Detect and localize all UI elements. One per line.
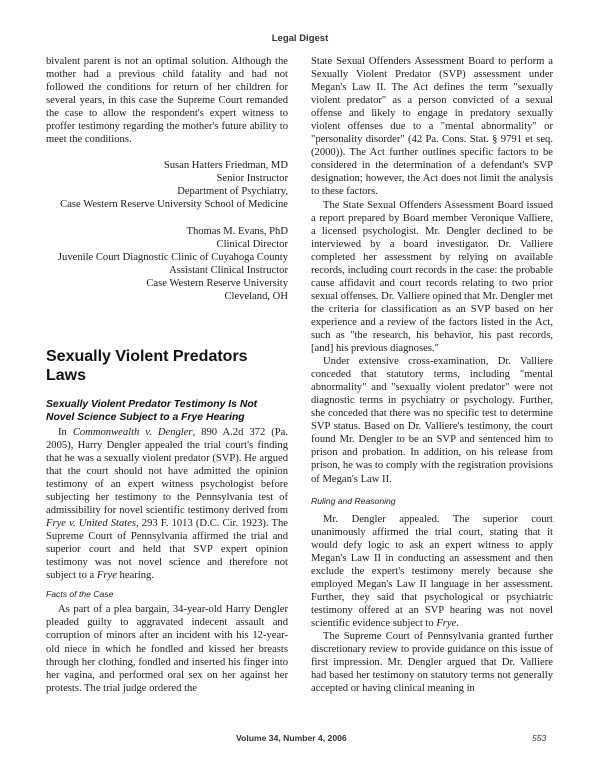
- author-signature-2: [46, 225, 288, 303]
- author-line: Department of Psychiatry,: [177, 186, 288, 198]
- author-line: Assistant Clinical Instructor: [169, 264, 288, 276]
- author-line: Clinical Director: [216, 238, 288, 250]
- author-name: Susan Hatters Friedman, MD: [163, 160, 288, 172]
- case-citation: Frye v. United States: [46, 518, 137, 530]
- intro-paragraph: bivalent parent is not an optimal solution. Although the mother had a previous child fatality and had not followed the conditions for return of her children for several years, in this case the Supreme Court remanded the case to allow the respondent's expert witness to proffer testimony regarding the mother's future ability to meet the conditions.: [46, 56, 288, 146]
- paragraph: Mr. Dengler appealed. The superior court unanimously affirmed the trial court, stating that it would defy logic to ask an expert witness to apply Megan's Law II in conducting an assessment and then exclude the expert's testimony merely because she employed Megan's Law II language in her assessment. Further, they said that psychological or psychiatric testimony offered at an SVP hearing was not novel scientific evidence subject to Frye.: [311, 513, 553, 629]
- paragraph: The Supreme Court of Pennsylvania granted further discretionary review to provide guidance on this issue of first impression. Mr. Dengler argued that Dr. Valliere had based her testimony on statutory terms not generally accepted or having clinical meaning in: [311, 630, 553, 695]
- journal-volume: Volume 34, Number 4, 2006: [236, 733, 347, 743]
- author-line: Senior Instructor: [216, 173, 288, 185]
- case-intro-paragraph: In Commonwealth v. Dengler, 890 A.2d 372 (Pa. 2005), Harry Dengler appealed the trial court's finding that he was a sexually violent predator (SVP). He argued that the court should not have admitted the opinion testimony of an expert witness psychologist before subjecting her testimony to the Pennsylvania test of admissibility for novel scientific testimony derived from Frye v. United States, 293 F. 1013 (D.C. Cir. 1923). The Supreme Court of Pennsylvania affirmed the trial and superior court and held that SVP expert opinion testimony was not novel science and therefore not subject to a Frye hearing.: [46, 426, 288, 582]
- case-name: Commonwealth v. Dengler: [72, 426, 193, 438]
- right-column: [311, 55, 553, 695]
- facts-paragraph: As part of a plea bargain, 34-year-old Harry Dengler pleaded guilty to aggravated indecent assault and corruption of minors after an incident with his 12-year-old niece in which he fondled and kissed her breasts through her clothing, fondled and inserted his finger into her vagina, and performed oral sex on her against her protests. The trial judge ordered the: [46, 604, 288, 694]
- author-line: Case Western Reserve University School of Medicine: [60, 199, 288, 211]
- article-subtitle: Sexually Violent Predator Testimony Is Not Novel Science Subject to a Frye Hearing: [46, 398, 258, 423]
- paragraph: State Sexual Offenders Assessment Board to perform a Sexually Violent Predator (SVP) assessment under Megan's Law II. The Act defines the term "sexually violent predator" as a person convicted of a sexual offense and likely to engage in predatory sexually violent offenses due to a "mental abnormality" or "personality disorder" (42 Pa. Cons. Stat. § 9791 et seq. (2000)). The Act further outlines specific factors to be considered in the determination of a defendant's SVP designation; however, the Act does not limit the analysis to these factors.: [311, 56, 553, 198]
- author-signature-1: [46, 159, 288, 211]
- author-name: Thomas M. Evans, PhD: [186, 225, 288, 237]
- facts-heading: Facts of the Case: [46, 589, 114, 600]
- paragraph: Under extensive cross-examination, Dr. Valliere conceded that statutory terms, including "mental abnormality" and "sexually violent predator" were not diagnostic terms in psychiatry or psychology. Further, she conceded that there was no specific test to determine SVP status. Based on Dr. Valliere's testimony, the court found Mr. Dengler to be an SVP and sentenced him to prison and probation. In addition, on his release from prison, he was to comply with the registration provisions of Megan's Law II.: [311, 356, 553, 485]
- author-line: Cleveland, OH: [224, 290, 288, 302]
- paragraph: The State Sexual Offenders Assessment Board issued a report prepared by Board member Veronique Valliere, a licensed psychologist. Mr. Dengler declined to be interviewed by a board investigator. Dr. Valliere completed her assessment by relying on available records, including court records in the case: the probable cause affidavit and court records relating to two prior sexual offenses. Dr. Valliere opined that Mr. Dengler met the criteria for classification as an SVP based on her experience and a review of the factors listed in the Act, such as "the research, his behavior, his past records, [and] his previous diagnoses.": [311, 199, 553, 355]
- page-number: 553: [532, 733, 547, 743]
- author-line: Case Western Reserve University: [146, 277, 288, 289]
- section-title: Sexually Violent Predators Laws: [46, 347, 248, 384]
- author-line: Juvenile Court Diagnostic Clinic of Cuyahoga County: [57, 251, 288, 263]
- left-column: [46, 55, 288, 695]
- ruling-heading: Ruling and Reasoning: [311, 495, 396, 506]
- page-footer: [0, 733, 600, 747]
- running-header: Legal Digest: [271, 33, 329, 44]
